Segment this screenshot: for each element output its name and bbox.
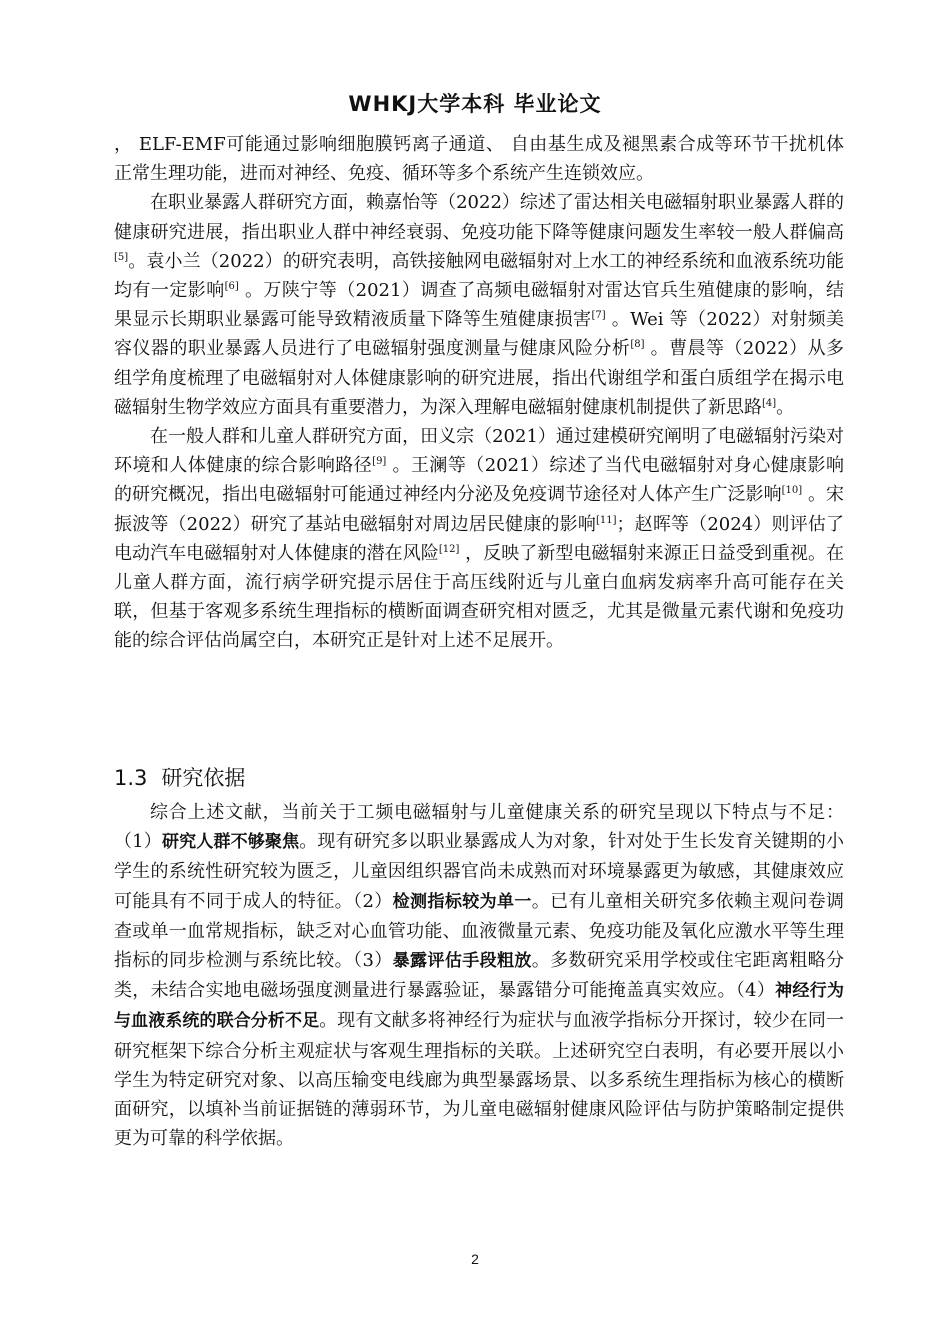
text-run: 。多数研究采用学校或住宅距离粗略分类，未结合实地电磁场强度测量进行暴露验证，暴露错分可能掩盖真实效应。（4） xyxy=(114,950,844,1002)
text-run: ；赵晖等（2024）则评估了电动汽车电磁辐射对人体健康的潜在风险 xyxy=(114,513,844,564)
text-run: 。袁小兰（2022）的研究表明，高铁接触网电磁辐射对上水工的神经系统和血液系统功能均有一定影响 xyxy=(114,250,844,302)
text-run: ，反映了新型电磁辐射来源正日益受到重视。在儿童人群方面，流行病学研究提示居住于高压线附近与儿童白血病发病率升高可能存在关联，但基于客观多系统生理指标的横断面调查研究相对匮乏，尤其是微量元素代谢和免疫功能的综合评估尚属空白，本研究正是针对上述不足展开。 xyxy=(114,542,844,652)
section-heading xyxy=(114,762,245,792)
citation-ref: [6] xyxy=(224,281,239,293)
text-run: 。万陕宁等（2021）调查了高频电磁辐射对雷达官兵生殖健康的影响，结果显示长期职业暴露可能导致精液质量下降等生殖健康损害 xyxy=(114,280,845,331)
citation-ref: [11] xyxy=(595,514,617,526)
body-section-2 xyxy=(114,798,844,1153)
bold-point-4: 神经行为与血液系统的联合分析不足 xyxy=(114,981,845,1032)
paragraph-1 xyxy=(114,130,844,188)
citation-ref: [5] xyxy=(114,251,129,263)
bold-point-1: 研究人群不够聚焦 xyxy=(161,832,300,853)
bold-point-3: 暴露评估手段粗放 xyxy=(392,951,532,972)
citation-ref: [10] xyxy=(781,485,803,497)
body-section-1 xyxy=(114,130,844,656)
text-run: 。王澜等（2021）综述了当代电磁辐射对身心健康影响的研究概况，指出电磁辐射可能通过神经内分泌及免疫调节途径对人体产生广泛影响 xyxy=(114,455,845,506)
text-run: 。曹晨等（2022）从多组学角度梳理了电磁辐射对人体健康影响的研究进展，指出代谢组学和蛋白质组学在揭示电磁辐射生物学效应方面具有重要潜力，为深入理解电磁辐射健康机制提供了新思路 xyxy=(114,338,845,418)
section-number: 1.3 xyxy=(114,766,148,790)
citation-ref: [8] xyxy=(630,339,645,351)
text-run: 在职业暴露人群研究方面，赖嘉怡等（2022）综述了雷达相关电磁辐射职业暴露人群的健康研究进展，指出职业人群中神经衰弱、免疫功能下降等健康问题发生率较一般人群偏高 xyxy=(114,192,844,243)
text-run: 综合上述文献，当前关于工频电磁辐射与儿童健康关系的研究呈现以下特点与不足：（1） xyxy=(114,802,844,853)
text-run: 。已有儿童相关研究多依赖主观问卷调查或单一血常规指标，缺乏对心血管功能、血液微量元素、免疫功能及氧化应激水平等生理指标的同步检测与系统比较。（3） xyxy=(114,890,844,972)
text-run: 。现有研究多以职业暴露成人为对象，针对处于生长发育关键期的小学生的系统性研究较为匮乏，儿童因组织器官尚未成熟而对环境暴露更为敏感，其健康效应可能具有不同于成人的特征。（2） xyxy=(114,831,845,912)
paragraph-3 xyxy=(114,422,844,656)
text-run: 。Wei 等（2022）对射频美容仪器的职业暴露人员进行了电磁辐射强度测量与健康风险分析 xyxy=(114,309,844,360)
citation-ref: [4] xyxy=(762,397,777,409)
paragraph-1-text: ， ELF-EMF可能通过影响细胞膜钙离子通道、 自由基生成及褪黑素合成等环节干扰机体 正常生理功能，进而对神经、免疫、循环等多个系统产生连锁效应。 xyxy=(114,134,844,185)
text-run: 在一般人群和儿童人群研究方面，田义宗（2021）通过建模研究阐明了电磁辐射污染对环境和人体健康的综合影响路径 xyxy=(114,426,844,477)
page-header-title: WHKJ大学本科 毕业论文 xyxy=(348,92,602,116)
citation-ref: [7] xyxy=(591,310,606,322)
bold-point-2: 检测指标较为单一 xyxy=(392,891,532,912)
text-run: 。 xyxy=(776,396,795,418)
paragraph-2 xyxy=(114,188,844,422)
section-title: 研究依据 xyxy=(161,766,246,790)
page-number: 2 xyxy=(471,1251,479,1267)
citation-ref: [12] xyxy=(438,543,460,555)
citation-ref: [9] xyxy=(372,456,387,468)
text-run: 。宋振波等（2022）研究了基站电磁辐射对周边居民健康的影响 xyxy=(114,484,844,535)
text-run: 。现有文献多将神经行为症状与血液学指标分开探讨，较少在同一研究框架下综合分析主观症状与客观生理指标的关联。上述研究空白表明，有必要开展以小学生为特定研究对象、以高压输变电线廊为典型暴露场景、以多系统生理指标为核心的横断面研究，以填补当前证据链的薄弱环节，为儿童电磁辐射健康风险评估与防护策略制定提供更为可靠的科学依据。 xyxy=(114,1010,845,1150)
paragraph-4 xyxy=(114,798,844,1153)
